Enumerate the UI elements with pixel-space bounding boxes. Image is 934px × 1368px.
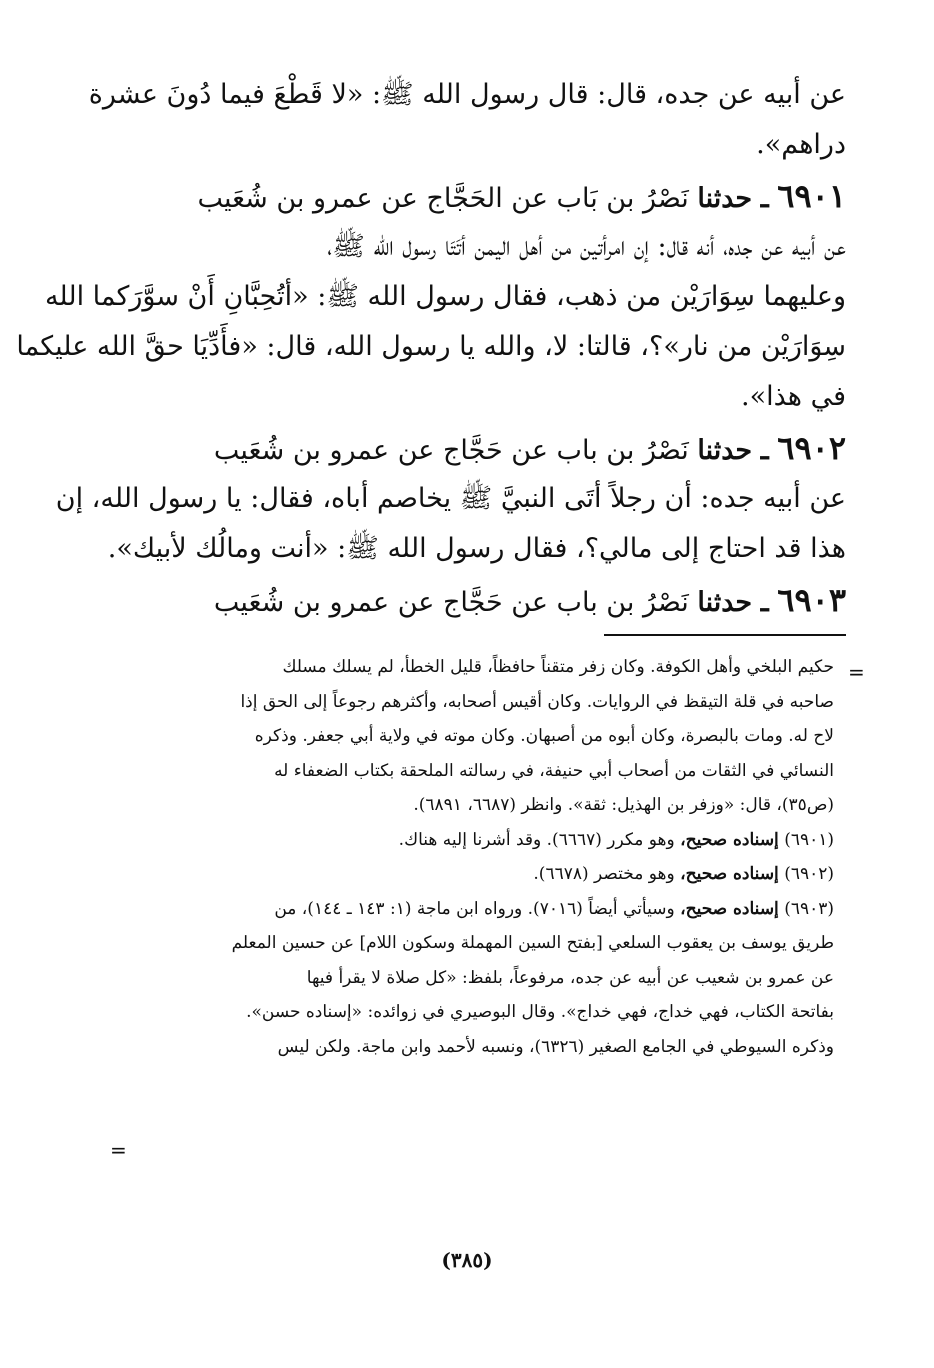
footnote-text: وهو مكرر (٦٦٦٧). وقد أشرنا إليه هناك. [398, 829, 675, 850]
text-line: سِوَارَيْن من نار»؟، قالتا: لا، والله يا رسول الله، قال: «فأَدِّيَا حقَّ الله عليكما [16, 331, 846, 362]
footnote-ref: (٦٩٠٣) [784, 898, 834, 919]
footnote-text: وهو مختصر (٦٦٧٨). [533, 864, 675, 884]
hadith-lead: حدثنا [697, 435, 753, 466]
hadith-6903-heading [132, 574, 846, 626]
footnote-text: وسيأتي أيضاً (٧٠١٦). ورواه ابن ماجة (١: ١٤٣ ـ ١٤٤)، من [274, 898, 675, 919]
hadith-dash: ـ [760, 435, 769, 466]
hadith-lead: حدثنا [697, 183, 753, 214]
footnote-ref: (٦٩٠١) [784, 829, 834, 850]
footnote-6902 [126, 857, 834, 892]
footnote-verdict: إسناده صحيح، [680, 898, 779, 919]
hadith-6902-heading [132, 422, 846, 474]
footnote-separator [604, 634, 846, 636]
text-line: عن أبيه عن جده، أنه قال: إن امرأتين من أهل اليمن أتَتَا رسول الله ﷺ، [327, 231, 846, 262]
footnote-line: (ص٣٥)، قال: «وزفر بن الهذيل: ثقة». وانظر (٦٦٨٧، ٦٨٩١). [413, 795, 834, 815]
main-text [16, 70, 846, 626]
footnote-line: صاحبه في قلة التيقظ في الروايات. وكان أقيس أصحابه، وأكثرهم رجوعاً إلى الحق إذا [240, 691, 834, 712]
footnote-line: بفاتحة الكتاب، فهي خداج، فهي خداج». وقال البوصيري في زوائده: «إسناده حسن». [246, 1002, 834, 1022]
footnote-line: وذكره السيوطي في الجامع الصغير (٦٣٢٦)، ونسبه لأحمد وابن ماجة. ولكن ليس [277, 1036, 834, 1057]
text-line: دراهم». [756, 129, 846, 160]
text-line: هذا قد احتاج إلى مالي؟، فقال رسول الله ﷺ: «أنت ومالُك لأبيك». [107, 533, 846, 564]
text-line: نَصْرُ بن باب عن حَجَّاج عن عمرو بن شُعَيب [213, 587, 689, 618]
page-number: (٣٨٥) [441, 1248, 493, 1272]
footnote-line: النسائي في الثقات من أصحاب أبي حنيفة، في رسالته الملحقة بكتاب الضعفاء له [274, 760, 834, 781]
hadith-dash: ـ [760, 183, 769, 214]
continuation-mark-top: = [848, 660, 865, 684]
footnote-verdict: إسناده صحيح، [680, 829, 779, 850]
hadith-number: ٦٩٠٣ [777, 581, 846, 619]
text-line: نَصْرُ بن باب عن حَجَّاج عن عمرو بن شُعَيب [213, 435, 689, 466]
footnote-line: لاح له. ومات بالبصرة، وكان أبوه من أصبهان. وكان موته في ولاية أبي جعفر. وذكره [254, 726, 834, 746]
footnote-line: حكيم البلخي وأهل الكوفة. وكان زفر متقناً حافظاً، قليل الخطأ، لم يسلك مسلك [282, 657, 834, 677]
text-line: وعليهما سِوَارَيْن من ذهب، فقال رسول الله ﷺ: «أتُحِبَّانِ أَنْ سوَّرَكما الله [44, 281, 846, 312]
hadith-dash: ـ [760, 587, 769, 618]
text-line: عن أبيه عن جده، قال: قال رسول الله ﷺ: «لا قَطْعَ فيما دُونَ عشرة [88, 79, 846, 110]
footnote-ref: (٦٩٠٢) [784, 864, 834, 884]
footnote-6903 [126, 892, 834, 927]
text-line: نَصْرُ بن بَاب عن الحَجَّاج عن عمرو بن شُعَيب [197, 183, 689, 214]
hadith-number: ٦٩٠٢ [777, 429, 846, 467]
hadith-number: ٦٩٠١ [777, 177, 846, 215]
footnote-verdict: إسناده صحيح، [680, 864, 779, 884]
hadith-6901-heading [132, 170, 846, 222]
continuation-mark-bottom: = [110, 1138, 127, 1162]
text-line: في هذا». [740, 381, 846, 412]
footnote-6901 [126, 823, 834, 858]
footnote-line: طريق يوسف بن يعقوب السلعي [بفتح السين المهملة وسكون اللام] عن حسين المعلم [231, 933, 834, 953]
text-line: عن أبيه جده: أن رجلاً أتَى النبيَّ ﷺ يخاصم أباه، فقال: يا رسول الله، إن [55, 483, 846, 514]
footnotes [126, 650, 834, 1064]
hadith-lead: حدثنا [697, 587, 753, 618]
footnote-line: عن عمرو بن شعيب عن أبيه عن جده، مرفوعاً، بلفظ: «كل صلاة لا يقرأ فيها [306, 967, 834, 988]
